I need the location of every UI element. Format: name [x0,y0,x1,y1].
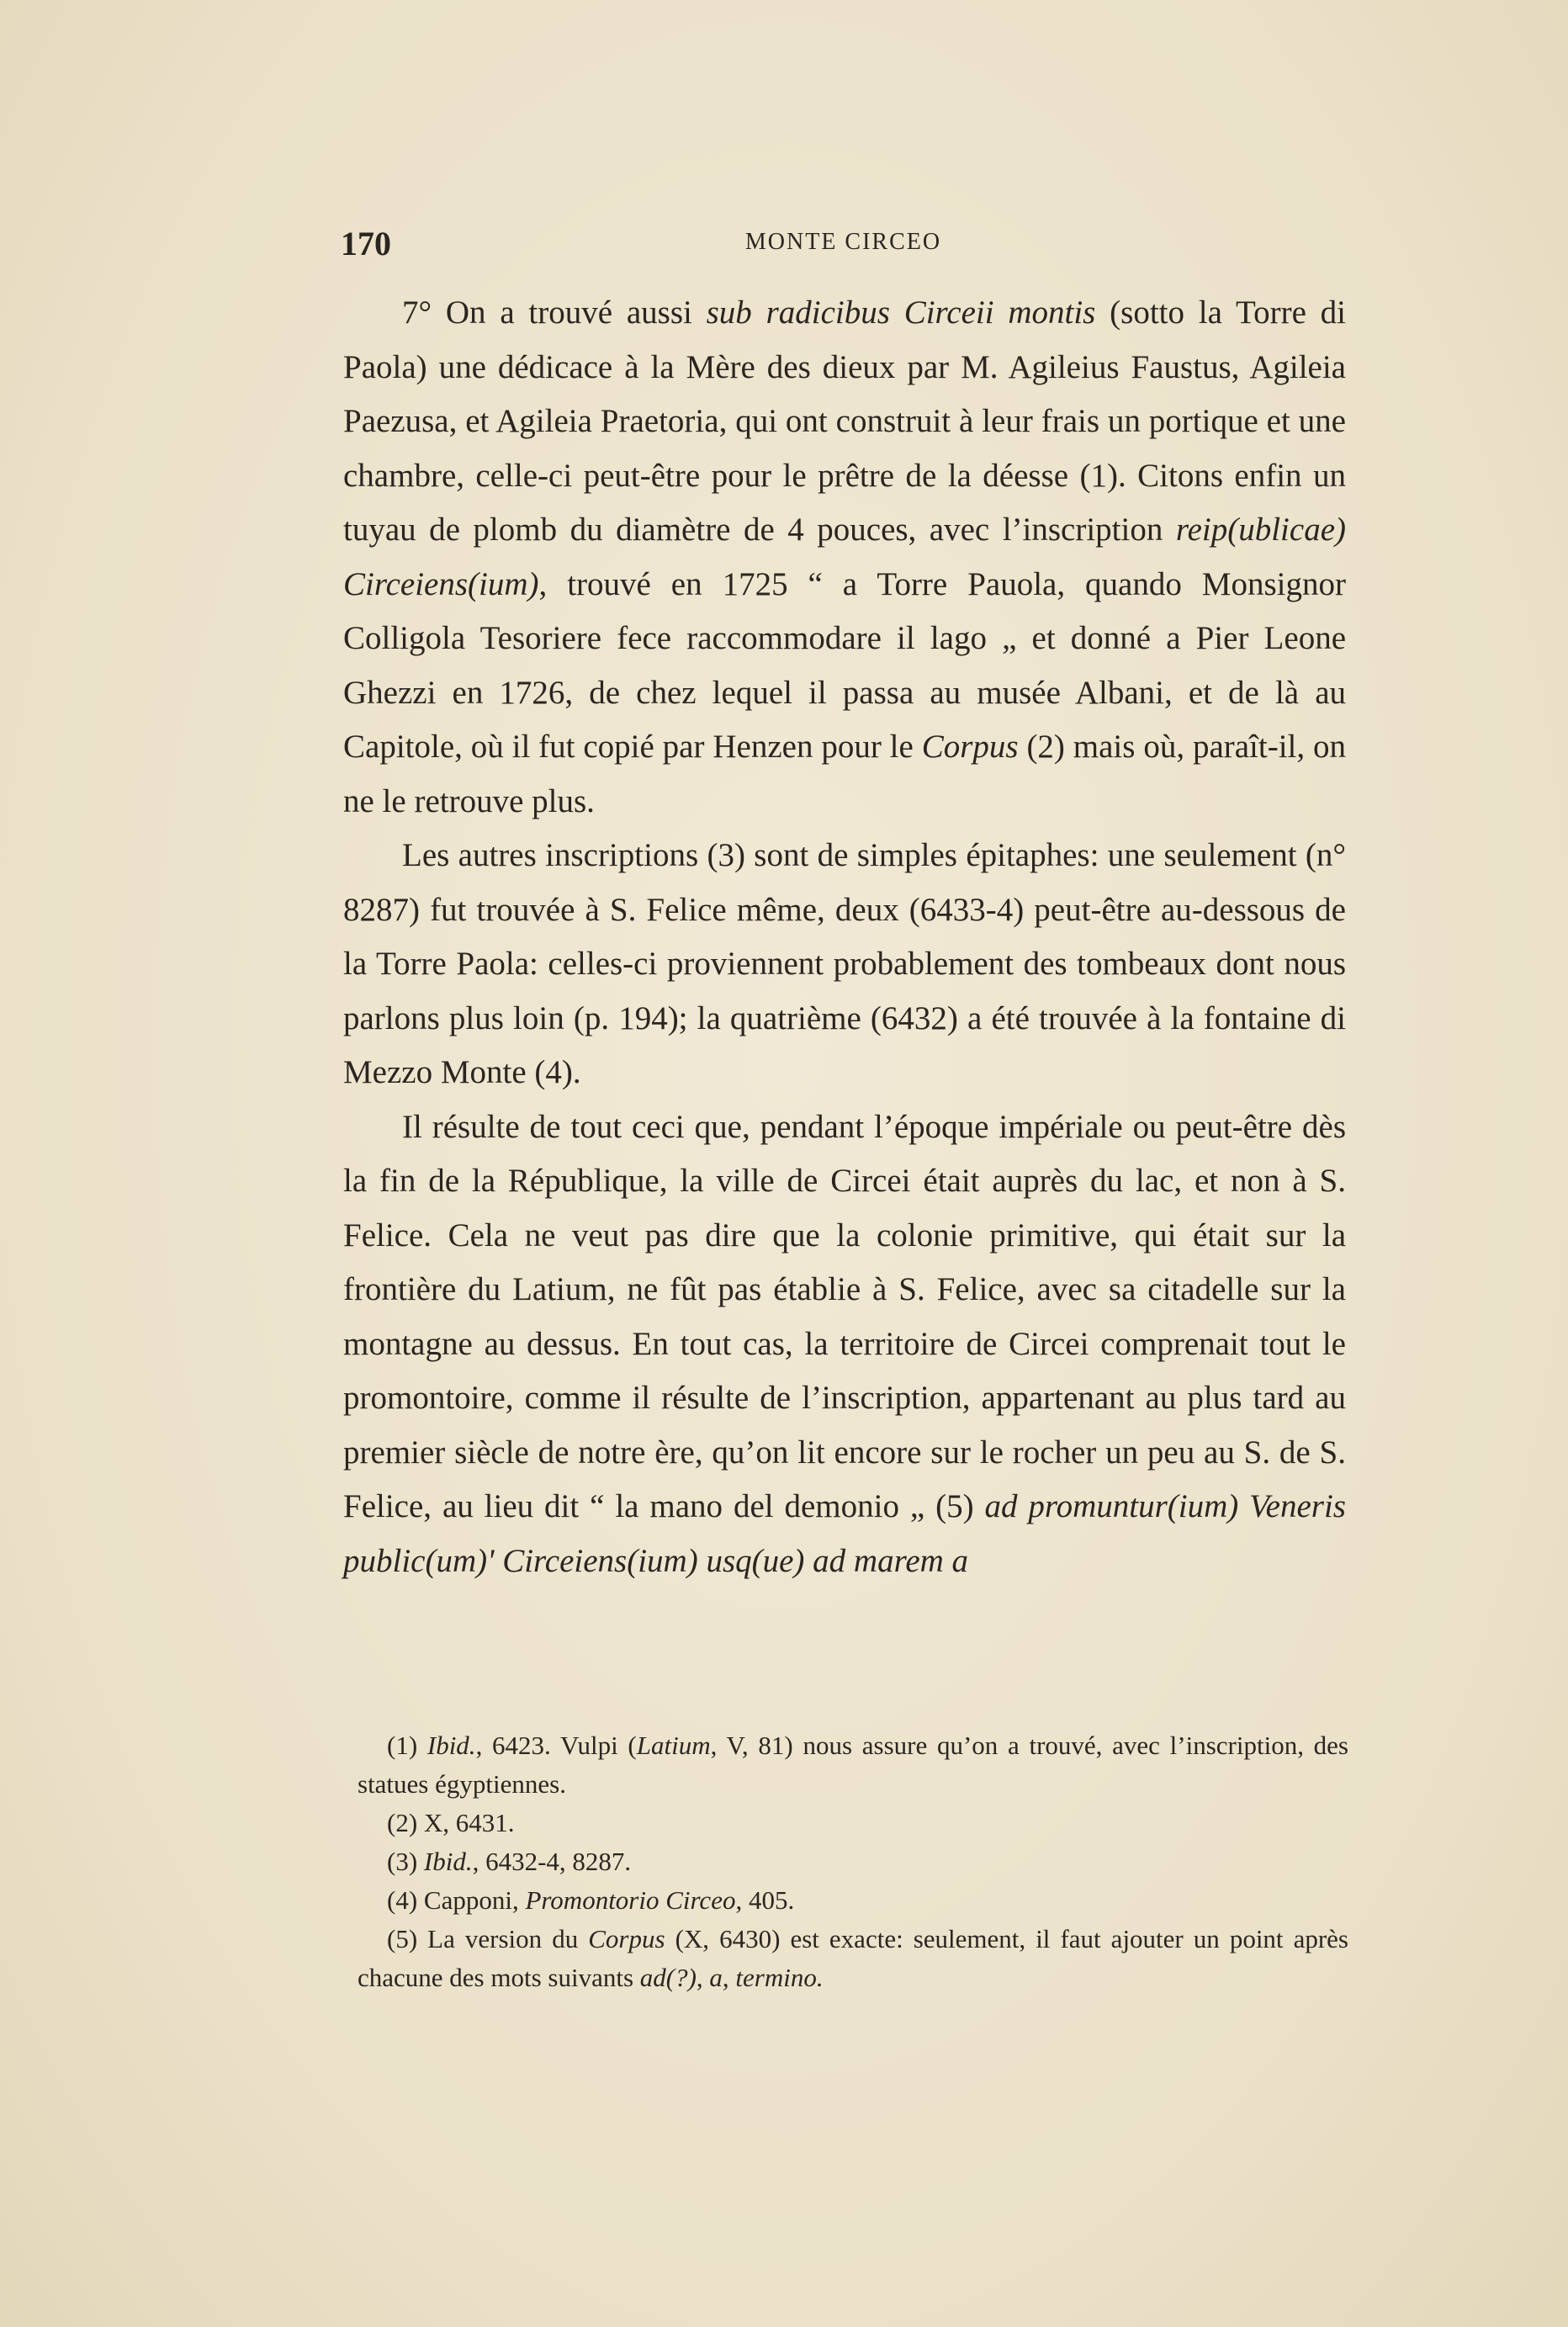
text-run: (2) mais où, paraît-il, on ne le retrouve plus. [343,729,1346,819]
text-run: , 6432-4, 8287. [472,1847,632,1876]
italic-run: Ibid. [426,1731,476,1760]
footnote-1 [358,1726,1348,1804]
italic-run: sub radicibus Circeii montis [706,294,1096,331]
italic-run: Corpus [588,1924,665,1953]
footnote-3 [358,1842,1348,1881]
text-run: (5) La version du [387,1924,589,1953]
text-run: (1) [387,1731,427,1760]
text-run: (2) X, 6431. [387,1808,515,1837]
footnote-4 [358,1881,1348,1920]
footnote-2 [358,1804,1348,1842]
paragraph-1 [343,286,1346,829]
italic-run: Ibid. [423,1847,473,1876]
italic-run: Corpus [921,729,1019,765]
text-run: , [722,1963,736,1992]
text-run: , V, 81) nous assure qu’on a trouvé, avec l’inscription, des statues égyptiennes. [358,1731,1348,1799]
text-run: , [696,1963,710,1992]
running-title: MONTE CIRCEO [744,229,942,255]
text-run: , 6423. Vulpi ( [475,1731,637,1760]
italic-run: termino. [735,1963,824,1992]
paragraph-2 [343,829,1346,1100]
text-run: (3) [387,1847,424,1876]
text-run: 7° On a trouvé aussi [402,294,707,331]
paragraph-3 [343,1100,1346,1589]
footnote-5 [358,1920,1348,1997]
text-run: Il résulte de tout ceci que, pendant l’époque impériale ou peut-être dès la fin de la République, la ville de Circei était auprès du lac, et non à S. Felice. Cela ne veut pas dire que la colonie primitive, qui était sur la frontière du Latium, ne fût pas établie à S. Felice, avec sa citadelle sur la montagne au dessus. En tout cas, la territoire de Circei comprenait tout le promontoire, comme il résulte de l’inscription, appartenant au plus tard au premier siècle de notre ère, qu’on lit encore sur le rocher un peu au S. de S. Felice, au lieu dit “ la mano del demonio „ (5) [343,1108,1346,1524]
italic-run: ad(?) [639,1963,697,1992]
italic-run: a [709,1963,723,1992]
page-header [341,224,1346,261]
italic-run: Promontorio Circeo [525,1885,736,1915]
text-run: (sotto la Torre di Paola) une dédicace à la Mère des dieux par M. Agileius Faustus, Agileia Paezusa, et Agileia Praetoria, qui ont construit à leur frais un portique et une chambre, celle-ci peut-être pour le prêtre de la déesse (1). Citons enfin un tuyau de plomb du diamètre de 4 pouces, avec l’inscription [343,294,1346,548]
footnotes [358,1726,1348,1997]
body-text [343,286,1346,1588]
page-number: 170 [341,225,391,262]
italic-run: reip(ublicae) Circeiens(ium) [343,512,1346,602]
text-run: (4) Capponi, [387,1885,526,1915]
text-run: Les autres inscriptions (3) sont de simples épitaphes: une seulement (n° 8287) fut trouvée à S. Felice même, deux (6433-4) peut-être au-dessous de la Torre Paola: celles-ci proviennent probablement des tombeaux dont nous parlons plus loin (p. 194); la quatrième (6432) a été trouvée à la fontaine di Mezzo Monte (4). [343,837,1346,1090]
text-run: (X, 6430) est exacte: seulement, il faut ajouter un point après chacune des mots suivants [358,1924,1348,1992]
italic-run: ad promuntur(ium) Veneris public(um)' Circeiens(ium) usq(ue) ad marem a [343,1488,1346,1579]
italic-run: Latium [636,1731,711,1760]
text-run: , trouvé en 1725 “ a Torre Pauola, quando Monsignor Colligola Tesoriere fece raccommodare il lago „ et donné a Pier Leone Ghezzi en 1726, de chez lequel il passa au musée Albani, et de là au Capitole, où il fut copié par Henzen pour le [343,565,1346,765]
text-run: , 405. [735,1885,795,1915]
